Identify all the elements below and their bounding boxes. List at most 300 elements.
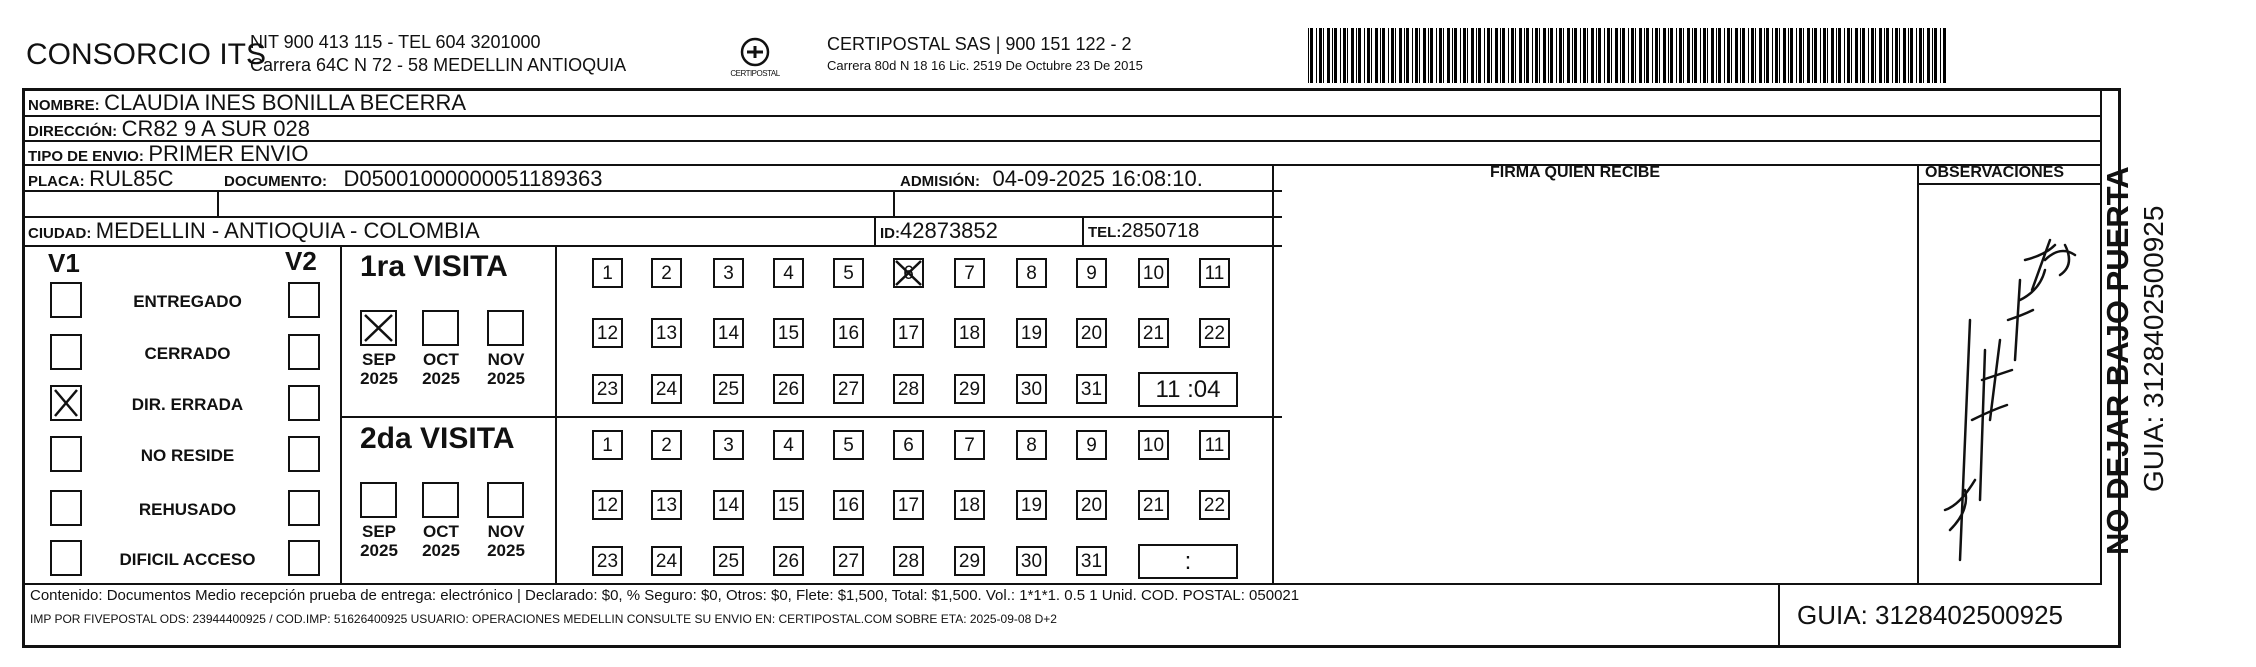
company-info: [250, 31, 626, 77]
barcode-bar: [1812, 28, 1813, 83]
status-v1-checkbox[interactable]: [50, 490, 82, 526]
admision-label: ADMISIÓN:: [900, 173, 980, 190]
barcode-bar: [1399, 28, 1402, 83]
barcode-bar: [1823, 28, 1826, 83]
barcode-bar: [1535, 28, 1538, 83]
day-box[interactable]: 24: [651, 374, 682, 404]
day-box[interactable]: 13: [651, 318, 682, 348]
placa-field: [28, 166, 174, 192]
no-dejar-bajo-puerta: NO DEJAR BAJO PUERTA: [2100, 166, 2135, 555]
ciudad-value: MEDELLIN - ANTIOQUIA - COLOMBIA: [95, 218, 480, 243]
barcode-bar: [1556, 28, 1557, 83]
month-checkbox[interactable]: [360, 310, 397, 346]
barcode-bar: [1604, 28, 1605, 83]
barcode-bar: [1574, 28, 1577, 83]
day-box[interactable]: 12: [592, 318, 623, 348]
barcode-bar: [1932, 28, 1933, 83]
barcode-bar: [1515, 28, 1516, 83]
barcode-bar: [1759, 28, 1762, 83]
barcode-bar: [1559, 28, 1562, 83]
status-v2-checkbox[interactable]: [288, 490, 320, 526]
barcode-bar: [1635, 28, 1636, 83]
day-box[interactable]: 15: [773, 490, 804, 520]
status-v2-checkbox[interactable]: [288, 436, 320, 472]
day-box[interactable]: 21: [1138, 318, 1169, 348]
barcode-bar: [1639, 28, 1642, 83]
day-box[interactable]: 15: [773, 318, 804, 348]
barcode-bar: [1910, 28, 1913, 83]
barcode-bar: [1687, 28, 1690, 83]
barcode-bar: [1611, 28, 1612, 83]
tipo-envio-row: [28, 141, 308, 167]
day-box[interactable]: 3: [713, 258, 744, 288]
barcode-bar: [1703, 28, 1706, 83]
side-guia: GUIA: 3128402500925: [2138, 205, 2169, 492]
day-box[interactable]: 31: [1076, 546, 1107, 576]
barcode-bar: [1467, 28, 1468, 83]
month-year: 2025: [422, 369, 460, 388]
barcode-bar: [1886, 28, 1889, 83]
month-label: [354, 350, 404, 388]
barcode-bar: [1799, 28, 1802, 83]
barcode-bar: [1471, 28, 1474, 83]
barcode-bar: [1940, 28, 1941, 83]
footer-guia: GUIA: 3128402500925: [1797, 600, 2063, 630]
barcode-bar: [1548, 28, 1549, 83]
barcode-bar: [1646, 28, 1649, 83]
day-box[interactable]: 4: [773, 430, 804, 460]
barcode-bar: [1443, 28, 1444, 83]
ciudad-field: [28, 218, 480, 244]
day-box[interactable]: 18: [954, 490, 985, 520]
barcode-bar: [1916, 28, 1917, 83]
status-v1-checkbox[interactable]: [50, 436, 82, 472]
barcode-bar: [1827, 28, 1828, 83]
barcode-bar: [1718, 28, 1721, 83]
day-box[interactable]: 25: [713, 546, 744, 576]
barcode-bar: [1622, 28, 1625, 83]
barcode-bar: [1351, 28, 1354, 83]
barcode-bar: [1591, 28, 1594, 83]
day-box[interactable]: 13: [651, 490, 682, 520]
day-box[interactable]: 12: [592, 490, 623, 520]
barcode-bar: [1454, 28, 1457, 83]
day-box[interactable]: 18: [954, 318, 985, 348]
status-label: CERRADO: [144, 344, 231, 363]
barcode-bar: [1735, 28, 1738, 83]
barcode-bar: [1875, 28, 1876, 83]
barcode-bar: [1478, 28, 1481, 83]
barcode-bar: [1491, 28, 1492, 83]
month-checkbox[interactable]: [487, 482, 524, 518]
visit-time-box[interactable]: 11 :04: [1138, 372, 1238, 407]
barcode-bar: [1683, 28, 1684, 83]
month-label: [416, 350, 466, 388]
month-year: 2025: [360, 541, 398, 560]
barcode-bar: [1663, 28, 1666, 83]
barcode-bar: [1740, 28, 1741, 83]
day-box[interactable]: 22: [1199, 490, 1230, 520]
month-checkbox[interactable]: [487, 310, 524, 346]
month-year: 2025: [487, 369, 525, 388]
barcode-bar: [1487, 28, 1490, 83]
barcode-bar: [1550, 28, 1553, 83]
firma-label: FIRMA QUIEN RECIBE: [1490, 164, 1661, 181]
month-label: [354, 522, 404, 560]
barcode-bar: [1380, 28, 1381, 83]
barcode-bar: [1860, 28, 1861, 83]
barcode-bar: [1543, 28, 1546, 83]
month-label: [481, 522, 531, 560]
day-box[interactable]: 19: [1016, 318, 1047, 348]
barcode-bar: [1892, 28, 1893, 83]
status-v1-checkbox[interactable]: [50, 334, 82, 370]
day-box[interactable]: 30: [1016, 374, 1047, 404]
address-line: Carrera 64C N 72 - 58 MEDELLIN ANTIOQUIA: [250, 55, 627, 75]
direccion-label: DIRECCIÓN:: [28, 123, 118, 140]
cert-line: CERTIPOSTAL SAS | 900 151 122 - 2: [827, 34, 1132, 54]
day-box[interactable]: 29: [954, 546, 985, 576]
check-mark-icon: [52, 387, 80, 419]
day-box[interactable]: 17: [893, 490, 924, 520]
barcode-bar: [1388, 28, 1389, 83]
day-box[interactable]: 6: [893, 258, 924, 288]
barcode-bar: [1899, 28, 1900, 83]
visit-title: 2da VISITA: [360, 422, 515, 455]
placa-label: PLACA:: [28, 173, 85, 190]
barcode-bar: [1395, 28, 1396, 83]
barcode-bar: [1310, 28, 1313, 83]
barcode-bar: [1844, 28, 1845, 83]
barcode-bar: [1790, 28, 1793, 83]
status-v2-checkbox[interactable]: [288, 540, 320, 576]
barcode-bar: [1908, 28, 1909, 83]
certipostal-logo: [725, 34, 785, 86]
tipo-envio-label: TIPO DE ENVIO:: [28, 148, 144, 165]
barcode-bar: [1500, 28, 1501, 83]
barcode-bar: [1572, 28, 1573, 83]
documento-value: D05001000000051189363: [343, 166, 603, 191]
nombre-row: [28, 90, 466, 116]
barcode-bar: [1748, 28, 1749, 83]
day-box[interactable]: 6: [893, 430, 924, 460]
handwritten-notes: [1920, 200, 2100, 580]
month-name: SEP: [361, 522, 397, 541]
day-box[interactable]: 8: [1016, 430, 1047, 460]
barcode-bar: [1644, 28, 1645, 83]
barcode-bar: [1855, 28, 1858, 83]
barcode-bar: [1871, 28, 1874, 83]
barcode-bar: [1895, 28, 1898, 83]
month-name: SEP: [361, 350, 397, 369]
cert-license-line: Carrera 80d N 18 16 Lic. 2519 De Octubre 23 De 2015: [827, 58, 1143, 73]
nit-line: NIT 900 413 115 - TEL 604 3201000: [250, 32, 541, 52]
barcode-bar: [1428, 28, 1429, 83]
id-field: [880, 218, 998, 244]
nombre-value: CLAUDIA INES BONILLA BECERRA: [104, 90, 467, 115]
barcode-bar: [1356, 28, 1357, 83]
logo-icon: [725, 34, 785, 86]
barcode-bar: [1343, 28, 1346, 83]
barcode-bar: [1567, 28, 1570, 83]
barcode-bar: [1766, 28, 1769, 83]
barcode-bar: [1764, 28, 1765, 83]
barcode-bar: [1903, 28, 1906, 83]
ciudad-label: CIUDAD:: [28, 225, 92, 242]
month-checkbox[interactable]: [422, 310, 459, 346]
day-box[interactable]: 26: [773, 546, 804, 576]
tel-value: 2850718: [1121, 220, 1200, 242]
day-box[interactable]: 28: [893, 374, 924, 404]
barcode-bar: [1323, 28, 1324, 83]
barcode-bar: [1539, 28, 1540, 83]
barcode-bar: [1404, 28, 1405, 83]
barcode-bar: [1694, 28, 1697, 83]
day-box[interactable]: 8: [1016, 258, 1047, 288]
barcode-bar: [1655, 28, 1658, 83]
status-v1-checkbox[interactable]: [50, 540, 82, 576]
barcode-bar: [1831, 28, 1834, 83]
visit-title: 1ra VISITA: [360, 250, 508, 283]
barcode-bar: [1452, 28, 1453, 83]
day-box[interactable]: 5: [833, 430, 864, 460]
day-box[interactable]: 9: [1076, 430, 1107, 460]
barcode: [1308, 28, 1948, 83]
day-box[interactable]: 27: [833, 546, 864, 576]
status-v2-checkbox[interactable]: [288, 334, 320, 370]
barcode-bar: [1692, 28, 1693, 83]
barcode-bar: [1367, 28, 1370, 83]
check-mark-icon: [893, 258, 924, 288]
barcode-bar: [1838, 28, 1841, 83]
documento-label: DOCUMENTO:: [224, 173, 328, 190]
barcode-bar: [1879, 28, 1882, 83]
day-box[interactable]: 22: [1199, 318, 1230, 348]
barcode-bar: [1519, 28, 1522, 83]
barcode-bar: [1347, 28, 1348, 83]
barcode-bar: [1755, 28, 1756, 83]
day-box[interactable]: 10: [1138, 258, 1169, 288]
barcode-bar: [1430, 28, 1433, 83]
day-box[interactable]: 2: [651, 258, 682, 288]
barcode-bar: [1340, 28, 1341, 83]
barcode-bar: [1679, 28, 1682, 83]
barcode-bar: [1711, 28, 1714, 83]
placa-value: RUL85C: [89, 166, 174, 191]
tipo-envio-value: PRIMER ENVIO: [148, 141, 309, 166]
barcode-bar: [1511, 28, 1514, 83]
status-v2-checkbox[interactable]: [288, 385, 320, 421]
barcode-bar: [1620, 28, 1621, 83]
barcode-bar: [1751, 28, 1754, 83]
barcode-bar: [1364, 28, 1365, 83]
day-box[interactable]: 7: [954, 258, 985, 288]
barcode-bar: [1484, 28, 1485, 83]
barcode-bar: [1319, 28, 1322, 83]
barcode-bar: [1526, 28, 1529, 83]
barcode-bar: [1847, 28, 1850, 83]
barcode-bar: [1820, 28, 1821, 83]
day-box[interactable]: 11: [1199, 258, 1230, 288]
barcode-bar: [1668, 28, 1669, 83]
direccion-value: CR82 9 A SUR 028: [121, 116, 310, 141]
barcode-bar: [1943, 28, 1946, 83]
barcode-bar: [1772, 28, 1773, 83]
barcode-bar: [1406, 28, 1409, 83]
barcode-bar: [1836, 28, 1837, 83]
barcode-bar: [1716, 28, 1717, 83]
day-box[interactable]: 26: [773, 374, 804, 404]
barcode-bar: [1598, 28, 1601, 83]
barcode-bar: [1439, 28, 1442, 83]
barcode-bar: [1419, 28, 1420, 83]
day-check-mark: [893, 258, 924, 288]
day-box[interactable]: 17: [893, 318, 924, 348]
day-box[interactable]: 29: [954, 374, 985, 404]
barcode-bar: [1358, 28, 1361, 83]
day-box[interactable]: 28: [893, 546, 924, 576]
company-name: CONSORCIO ITS: [26, 38, 267, 71]
day-box[interactable]: 5: [833, 258, 864, 288]
tel-field: [1088, 220, 1199, 243]
month-name: NOV: [487, 522, 525, 541]
barcode-bar: [1796, 28, 1797, 83]
barcode-bar: [1631, 28, 1634, 83]
status-v1-checkbox[interactable]: [50, 385, 82, 421]
day-box[interactable]: 14: [713, 318, 744, 348]
barcode-bar: [1628, 28, 1629, 83]
month-checkbox[interactable]: [422, 482, 459, 518]
barcode-bar: [1596, 28, 1597, 83]
barcode-bar: [1332, 28, 1333, 83]
barcode-bar: [1934, 28, 1937, 83]
barcode-bar: [1652, 28, 1653, 83]
day-box[interactable]: 23: [592, 374, 623, 404]
barcode-bar: [1607, 28, 1610, 83]
barcode-bar: [1580, 28, 1581, 83]
barcode-bar: [1927, 28, 1930, 83]
barcode-bar: [1563, 28, 1564, 83]
day-box[interactable]: 24: [651, 546, 682, 576]
status-v1-checkbox[interactable]: [50, 282, 82, 318]
day-box[interactable]: 7: [954, 430, 985, 460]
day-box[interactable]: 3: [713, 430, 744, 460]
barcode-bar: [1742, 28, 1745, 83]
status-label: NO RESIDE: [140, 446, 235, 465]
barcode-bar: [1923, 28, 1924, 83]
month-label: [416, 522, 466, 560]
footer-imp-line: IMP POR FIVEPOSTAL ODS: 23944400925 / COD.IMP: 51626400925 USUARIO: OPERACIONES MEDELLIN CONSULTE SU ENVIO EN: CERTIPOSTAL.COM SOBRE ETA: 2025-09-08 D+2: [30, 612, 1057, 626]
day-box[interactable]: 23: [592, 546, 623, 576]
day-box[interactable]: 11: [1199, 430, 1230, 460]
day-box[interactable]: 14: [713, 490, 744, 520]
month-year: 2025: [487, 541, 525, 560]
barcode-bar: [1676, 28, 1677, 83]
direccion-row: [28, 116, 310, 142]
id-value: 42873852: [900, 218, 998, 243]
barcode-bar: [1327, 28, 1330, 83]
barcode-bar: [1583, 28, 1586, 83]
barcode-bar: [1463, 28, 1466, 83]
day-box[interactable]: 16: [833, 318, 864, 348]
day-box[interactable]: 30: [1016, 546, 1047, 576]
status-label: DIR. ERRADA: [131, 395, 244, 414]
barcode-bar: [1524, 28, 1525, 83]
v2-label: V2: [285, 246, 317, 276]
barcode-bar: [1670, 28, 1673, 83]
barcode-bar: [1334, 28, 1337, 83]
admision-field: [900, 166, 1203, 192]
day-box[interactable]: 20: [1076, 490, 1107, 520]
barcode-bar: [1532, 28, 1533, 83]
barcode-bar: [1884, 28, 1885, 83]
day-box[interactable]: 16: [833, 490, 864, 520]
barcode-bar: [1731, 28, 1732, 83]
day-box[interactable]: 20: [1076, 318, 1107, 348]
barcode-bar: [1783, 28, 1786, 83]
barcode-bar: [1316, 28, 1317, 83]
day-box[interactable]: 9: [1076, 258, 1107, 288]
barcode-bar: [1724, 28, 1725, 83]
status-v2-checkbox[interactable]: [288, 282, 320, 318]
barcode-bar: [1495, 28, 1498, 83]
barcode-bar: [1476, 28, 1477, 83]
barcode-bar: [1807, 28, 1810, 83]
observaciones-label: OBSERVACIONES: [1925, 164, 2064, 181]
nombre-label: NOMBRE:: [28, 97, 100, 114]
barcode-bar: [1851, 28, 1852, 83]
visit-time-box[interactable]: :: [1138, 544, 1238, 579]
barcode-bar: [1814, 28, 1817, 83]
day-box[interactable]: 10: [1138, 430, 1169, 460]
barcode-bar: [1803, 28, 1804, 83]
barcode-bar: [1862, 28, 1865, 83]
day-box[interactable]: 1: [592, 430, 623, 460]
status-label: REHUSADO: [138, 500, 237, 519]
barcode-bar: [1447, 28, 1450, 83]
id-label: ID:: [880, 225, 900, 242]
month-name: OCT: [423, 350, 459, 369]
barcode-bar: [1308, 28, 1309, 83]
barcode-bar: [1423, 28, 1426, 83]
certipostal-info: [827, 33, 1143, 77]
month-checkbox[interactable]: [360, 482, 397, 518]
barcode-bar: [1779, 28, 1780, 83]
day-box[interactable]: 1: [592, 258, 623, 288]
day-box[interactable]: 4: [773, 258, 804, 288]
barcode-bar: [1375, 28, 1378, 83]
status-label: ENTREGADO: [133, 292, 242, 311]
barcode-bar: [1868, 28, 1869, 83]
day-box[interactable]: 31: [1076, 374, 1107, 404]
month-year: 2025: [360, 369, 398, 388]
check-mark-icon: [362, 312, 395, 344]
barcode-bar: [1788, 28, 1789, 83]
tel-label: TEL:: [1088, 224, 1122, 241]
barcode-bar: [1659, 28, 1660, 83]
day-box[interactable]: 19: [1016, 490, 1047, 520]
barcode-bar: [1391, 28, 1394, 83]
documento-field: [224, 166, 602, 192]
barcode-bar: [1615, 28, 1618, 83]
day-box[interactable]: 25: [713, 374, 744, 404]
barcode-bar: [1727, 28, 1730, 83]
admision-value: 04-09-2025 16:08:10.: [992, 166, 1203, 191]
day-box[interactable]: 27: [833, 374, 864, 404]
day-box[interactable]: 2: [651, 430, 682, 460]
day-box[interactable]: 21: [1138, 490, 1169, 520]
barcode-bar: [1707, 28, 1708, 83]
